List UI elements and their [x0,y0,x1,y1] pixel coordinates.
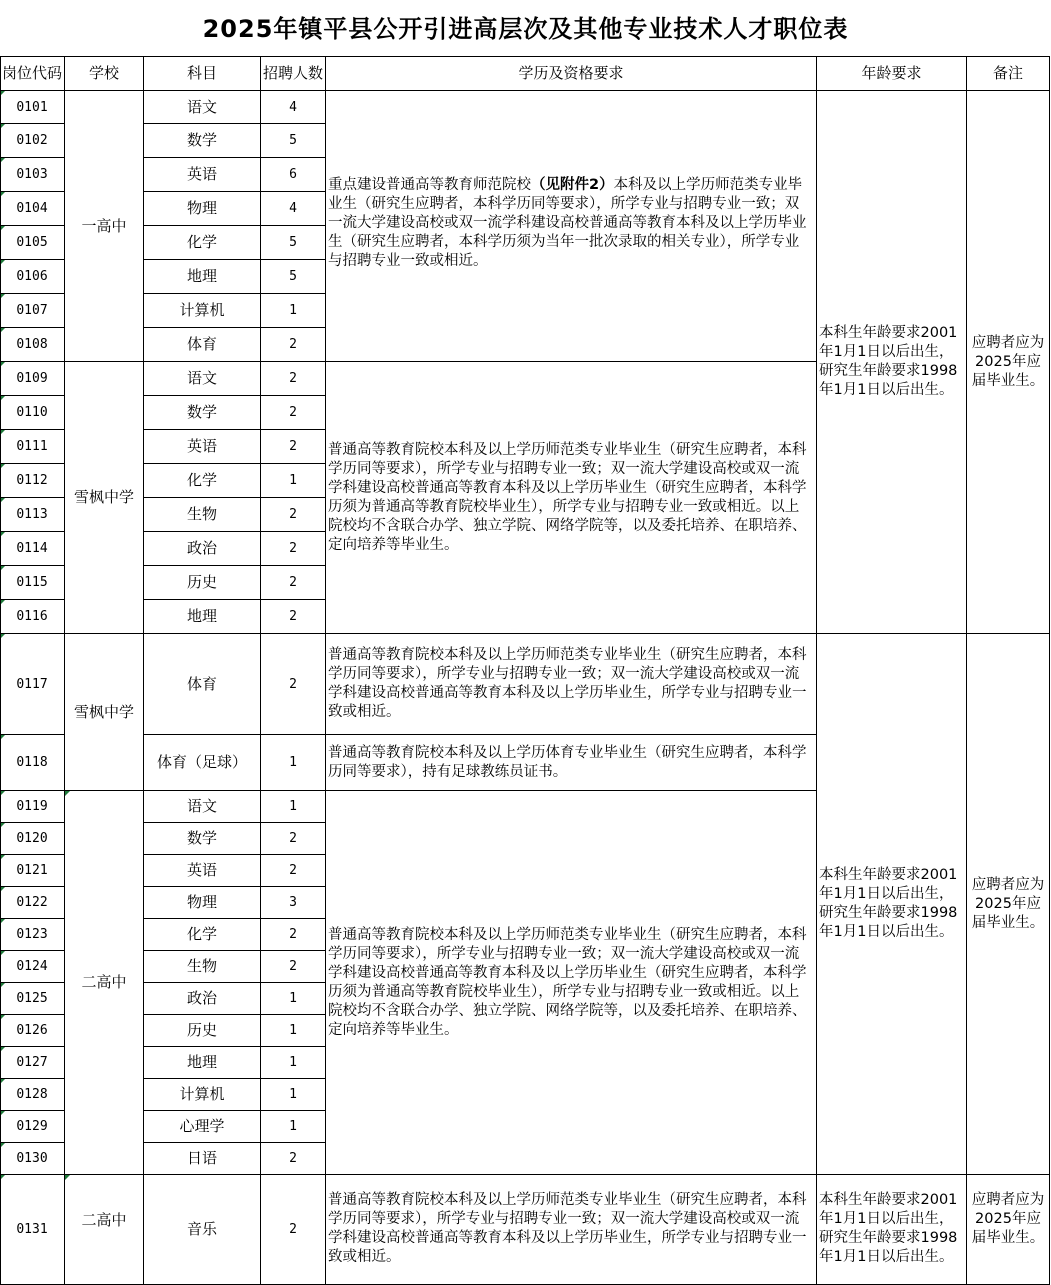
position-code-text: 0110 [16,405,48,420]
subject-cell [144,791,261,823]
requirement-cell-text: 普通高等教育院校本科及以上学历体育专业毕业生（研究生应聘者，本科学历同等要求），持有足球教练员证书。 [328,744,807,780]
hire-count [261,919,326,951]
hire-count [261,226,326,260]
position-code-text: 0129 [16,1119,48,1134]
hire-count-text: 2 [289,1222,297,1237]
hire-count [261,1143,326,1175]
requirement-text-part: 重点建设普通高等教育师范院校 [328,177,531,193]
hire-count [261,498,326,532]
header-note [967,56,1050,91]
subject-cell-text: 语文 [186,369,217,387]
subject-cell [144,260,261,294]
subject-cell [144,1015,261,1047]
position-code [0,192,65,226]
header-count [261,56,326,91]
position-code-text: 0116 [16,609,48,624]
subject-cell [144,464,261,498]
hire-count [261,91,326,124]
subject-cell-text: 语文 [186,97,217,116]
note-cell-text: 应聘者应为2025年应届毕业生。 [971,1192,1045,1246]
header-code-text: 岗位代码 [1,63,62,82]
position-code [0,464,65,498]
hire-count [261,464,326,498]
age-requirement-cell [817,634,967,1175]
hire-count-text: 1 [289,991,297,1006]
subject-cell-text: 地理 [186,607,217,625]
page-title: 2025年镇平县公开引进高层次及其他专业技术人才职位表 [202,15,849,43]
header-school [65,56,144,91]
hire-count-text: 2 [289,927,297,942]
position-code [0,855,65,887]
age-requirement-cell [817,1175,967,1285]
subject-cell-text: 生物 [186,957,217,975]
hire-count-text: 1 [289,755,297,770]
position-code-text: 0109 [16,371,48,386]
subject-cell [144,1143,261,1175]
school-cell-text: 一高中 [81,216,127,235]
position-code-text: 0101 [16,99,48,115]
subject-cell-text: 数学 [186,403,217,421]
note-cell-text: 应聘者应为2025年应届毕业生。 [971,334,1045,389]
position-code-text: 0124 [16,959,48,974]
position-code [0,983,65,1015]
subject-cell [144,1079,261,1111]
school-cell [65,362,144,634]
hire-count [261,634,326,735]
requirement-cell [326,362,817,634]
position-code [0,1175,65,1285]
hire-count-text: 2 [289,959,297,974]
position-code-text: 0108 [16,337,48,352]
position-code [0,1111,65,1143]
position-code-text: 0121 [16,863,48,878]
position-code-text: 0105 [16,235,48,250]
position-code [0,791,65,823]
subject-cell-text: 物理 [186,893,217,911]
hire-count-text: 6 [289,167,297,182]
subject-cell [144,919,261,951]
hire-count-text: 1 [289,473,297,488]
hire-count [261,430,326,464]
position-code [0,951,65,983]
school-cell-text: 雪枫中学 [73,488,134,506]
note-cell [967,91,1050,634]
hire-count-text: 5 [289,133,297,148]
subject-cell-text: 英语 [186,861,217,879]
subject-cell-text: 英语 [186,437,217,455]
subject-cell [144,226,261,260]
position-code [0,735,65,791]
hire-count [261,735,326,791]
header-subject [144,56,261,91]
hire-count [261,791,326,823]
hire-count [261,362,326,396]
school-cell [65,91,144,362]
position-code [0,226,65,260]
position-code [0,600,65,634]
hire-count-text: 1 [289,303,297,318]
subject-cell [144,634,261,735]
school-cell-text: 二高中 [81,973,127,991]
subject-cell-text: 英语 [186,165,217,183]
requirement-cell [326,791,817,1175]
position-code-text: 0120 [16,831,48,846]
requirement-cell-text: 普通高等教育院校本科及以上学历师范类专业毕业生（研究生应聘者，本科学历同等要求），所学专业与招聘专业一致；双一流大学建设高校或双一流学科建设高校普通高等教育本科及以上学历毕业生（研究生应聘者，本科学历须为普通高等教育院校毕业生），所学专业与招聘专业一致或相近。以上院校均不含联合办学、独立学院、网络学院等，以及委托培养、在职培养、定向培养等毕业生。 [328,926,807,1038]
position-code-text: 0113 [16,507,48,522]
note-cell [967,1175,1050,1285]
subject-cell [144,328,261,362]
position-code [0,566,65,600]
position-code [0,430,65,464]
subject-cell [144,566,261,600]
position-code-text: 0130 [16,1151,48,1166]
header-count-text: 招聘人数 [262,63,323,82]
header-note-text: 备注 [992,63,1023,82]
hire-count-text: 5 [289,235,297,250]
subject-cell [144,823,261,855]
hire-count-text: 1 [289,799,297,814]
subject-cell-text: 日语 [186,1149,217,1167]
position-code-text: 0111 [16,439,48,454]
position-code-text: 0128 [16,1087,48,1102]
position-code-text: 0126 [16,1023,48,1038]
position-code-text: 0112 [16,473,48,488]
subject-cell [144,1111,261,1143]
subject-cell [144,192,261,226]
hire-count-text: 2 [289,676,297,692]
subject-cell [144,396,261,430]
position-code-text: 0103 [16,167,48,182]
requirement-cell [326,634,817,735]
position-code [0,1047,65,1079]
requirement-cell [326,91,817,362]
header-requirement-text: 学历及资格要求 [518,63,624,82]
hire-count [261,158,326,192]
hire-count [261,532,326,566]
position-code [0,1015,65,1047]
subject-cell-text: 地理 [186,267,217,285]
school-cell [65,791,144,1175]
hire-count [261,294,326,328]
subject-cell-text: 历史 [186,1021,217,1039]
subject-cell [144,498,261,532]
subject-cell [144,124,261,158]
subject-cell [144,430,261,464]
hire-count [261,983,326,1015]
school-cell-text: 二高中 [81,1211,127,1229]
hire-count-text: 1 [289,1023,297,1038]
hire-count [261,823,326,855]
subject-cell-text: 历史 [186,573,217,591]
subject-cell [144,855,261,887]
position-code [0,532,65,566]
hire-count-text: 2 [289,439,297,454]
header-age-text: 年龄要求 [861,63,922,82]
position-code [0,634,65,735]
hire-count [261,396,326,430]
subject-cell [144,951,261,983]
position-code [0,294,65,328]
hire-count [261,1047,326,1079]
header-age [817,56,967,91]
header-school-text: 学校 [88,63,119,82]
requirement-cell-text: 普通高等教育院校本科及以上学历师范类专业毕业生（研究生应聘者，本科学历同等要求），所学专业与招聘专业一致；双一流大学建设高校或双一流学科建设高校普通高等教育本科及以上学历毕业生，所学专业与招聘专业一致或相近。 [328,1192,807,1265]
subject-cell [144,1175,261,1285]
subject-cell-text: 地理 [186,1053,217,1071]
hire-count-text: 4 [289,99,297,115]
subject-cell [144,1047,261,1079]
subject-cell [144,532,261,566]
subject-cell-text: 数学 [186,829,217,847]
subject-cell [144,91,261,124]
hire-count [261,1015,326,1047]
requirement-cell [326,1175,817,1285]
hire-count-text: 1 [289,1119,297,1134]
position-table [0,56,1050,1285]
subject-cell-text: 政治 [186,989,217,1007]
position-code [0,1143,65,1175]
hire-count-text: 2 [289,507,297,522]
position-code-text: 0123 [16,927,48,942]
hire-count-text: 2 [289,609,297,624]
hire-count [261,328,326,362]
age-requirement-cell-text: 本科生年龄要求2001年1月1日以后出生，研究生年龄要求1998年1月1日以后出生。 [819,867,958,940]
hire-count [261,887,326,919]
subject-cell-text: 政治 [186,539,217,557]
hire-count-text: 4 [289,201,297,216]
subject-cell-text: 体育 [186,674,217,693]
position-code-text: 0114 [16,541,48,556]
hire-count-text: 1 [289,1087,297,1102]
hire-count-text: 2 [289,371,297,386]
note-cell [967,634,1050,1175]
subject-cell [144,294,261,328]
position-code [0,91,65,124]
subject-cell-text: 计算机 [179,301,225,319]
position-code [0,887,65,919]
hire-count [261,951,326,983]
hire-count-text: 2 [289,405,297,420]
subject-cell-text: 化学 [186,233,217,251]
position-code-text: 0115 [16,575,48,590]
requirement-text-part: 本科及以上学历师范类专业毕业生（研究生应聘者，本科学历同等要求），所学专业与招聘专业一致；双一流大学建设高校或双一流学科建设高校普通高等教育本科及以上学历毕业生（研究生应聘者，本科学历须为当年一批次录取的相关专业），所学专业与招聘专业一致或相近。 [328,177,807,269]
subject-cell-text: 数学 [186,131,217,149]
hire-count-text: 2 [289,1151,297,1166]
header-code [0,56,65,91]
position-code-text: 0127 [16,1055,48,1070]
position-code-text: 0117 [16,676,48,692]
subject-cell-text: 体育（足球） [156,753,247,771]
subject-cell [144,887,261,919]
position-code-text: 0104 [16,201,48,216]
hire-count-text: 3 [289,895,297,910]
position-code [0,919,65,951]
hire-count-text: 2 [289,863,297,878]
hire-count-text: 2 [289,541,297,556]
hire-count [261,566,326,600]
position-code [0,124,65,158]
position-code-text: 0122 [16,895,48,910]
position-code [0,1079,65,1111]
age-requirement-cell-text: 本科生年龄要求2001年1月1日以后出生，研究生年龄要求1998年1月1日以后出生。 [819,1192,958,1265]
school-cell-text: 雪枫中学 [73,702,134,721]
hire-count [261,1079,326,1111]
position-code [0,328,65,362]
school-cell [65,634,144,791]
subject-cell-text: 音乐 [186,1220,217,1238]
header-subject-text: 科目 [186,63,217,82]
hire-count-text: 2 [289,337,297,352]
position-code-text: 0131 [16,1222,48,1237]
hire-count [261,600,326,634]
age-requirement-cell-text: 本科生年龄要求2001年1月1日以后出生，研究生年龄要求1998年1月1日以后出生。 [819,325,958,398]
position-code [0,158,65,192]
position-code-text: 0102 [16,133,48,148]
position-code [0,260,65,294]
hire-count-text: 2 [289,575,297,590]
hire-count [261,855,326,887]
subject-cell [144,983,261,1015]
requirement-cell [326,735,817,791]
requirement-cell-text: 普通高等教育院校本科及以上学历师范类专业毕业生（研究生应聘者，本科学历同等要求），所学专业与招聘专业一致；双一流大学建设高校或双一流学科建设高校普通高等教育本科及以上学历毕业生（研究生应聘者，本科学历须为普通高等教育院校毕业生），所学专业与招聘专业一致或相近。以上院校均不含联合办学、独立学院、网络学院等，以及委托培养、在职培养、定向培养等毕业生。 [328,441,807,553]
subject-cell-text: 体育 [186,335,217,353]
subject-cell-text: 心理学 [179,1117,225,1135]
subject-cell [144,600,261,634]
hire-count-text: 5 [289,269,297,284]
hire-count [261,124,326,158]
position-code-text: 0119 [16,799,48,814]
note-cell-text: 应聘者应为2025年应届毕业生。 [971,876,1045,931]
annex-reference: （见附件2） [531,177,614,193]
position-code [0,362,65,396]
header-requirement [326,56,817,91]
subject-cell-text: 化学 [186,925,217,943]
position-code-text: 0125 [16,991,48,1006]
position-code [0,396,65,430]
hire-count-text: 2 [289,831,297,846]
requirement-cell-text: 普通高等教育院校本科及以上学历师范类专业毕业生（研究生应聘者，本科学历同等要求），所学专业与招聘专业一致；双一流大学建设高校或双一流学科建设高校普通高等教育本科及以上学历毕业生，所学专业与招聘专业一致或相近。 [328,647,807,720]
position-code-text: 0107 [16,303,48,318]
position-code [0,498,65,532]
subject-cell-text: 计算机 [179,1085,225,1103]
requirement-text [328,176,812,271]
position-code [0,823,65,855]
subject-cell-text: 语文 [186,797,217,815]
hire-count-text: 1 [289,1055,297,1070]
position-code-text: 0106 [16,269,48,284]
subject-cell-text: 化学 [186,471,217,489]
subject-cell-text: 物理 [186,199,217,217]
position-code-text: 0118 [16,755,48,770]
age-requirement-cell [817,91,967,634]
hire-count [261,1175,326,1285]
subject-cell [144,362,261,396]
hire-count [261,192,326,226]
subject-cell [144,735,261,791]
subject-cell-text: 生物 [186,505,217,523]
subject-cell [144,158,261,192]
school-cell [65,1175,144,1285]
hire-count [261,260,326,294]
hire-count [261,1111,326,1143]
